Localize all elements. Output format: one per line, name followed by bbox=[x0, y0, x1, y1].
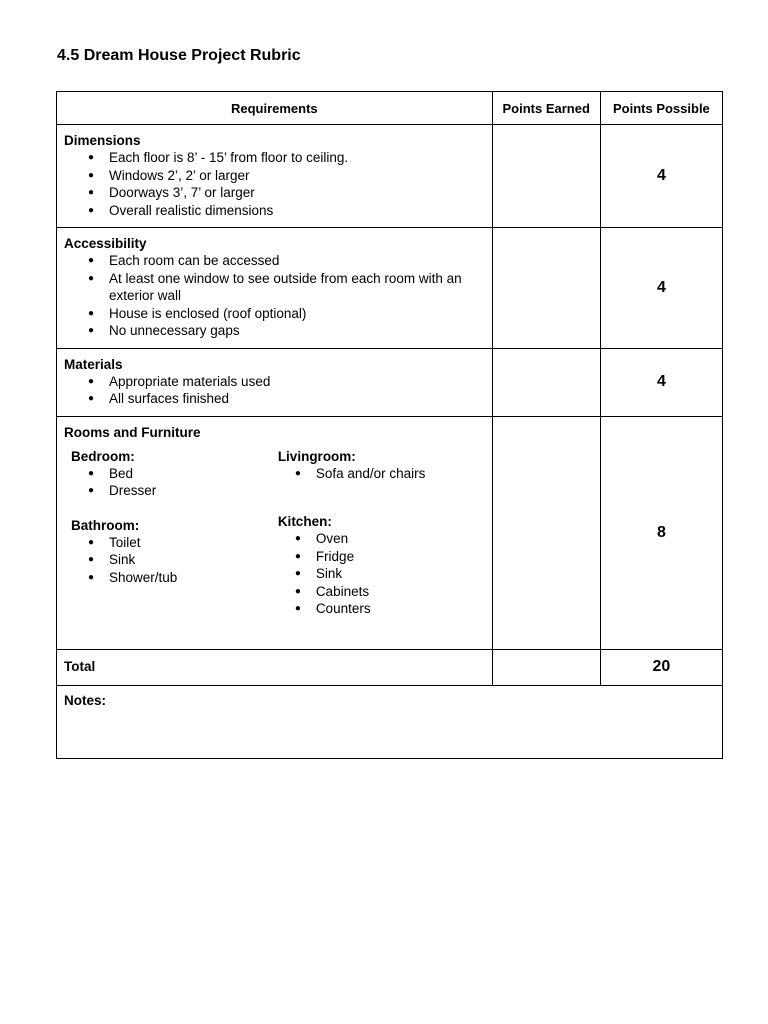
rooms-points-earned[interactable] bbox=[492, 416, 600, 649]
list-item: ● Toilet bbox=[71, 534, 278, 552]
list-item: ● Each room can be accessed bbox=[64, 252, 485, 270]
accessibility-requirements bbox=[57, 228, 493, 349]
notes-label: Notes: bbox=[64, 692, 107, 708]
materials-points-possible: 4 bbox=[600, 348, 722, 416]
accessibility-points-possible: 4 bbox=[600, 228, 722, 349]
rubric-table bbox=[56, 91, 723, 759]
page-title: 4.5 Dream House Project Rubric bbox=[57, 47, 301, 64]
section-title: Materials bbox=[64, 356, 123, 372]
section-title: Dimensions bbox=[64, 133, 141, 148]
total-points-earned[interactable] bbox=[492, 649, 600, 685]
total-label: Total bbox=[57, 649, 493, 685]
accessibility-row bbox=[57, 228, 723, 349]
rooms-left-column bbox=[71, 448, 278, 635]
list-item: ● Sink bbox=[278, 565, 485, 583]
header-row bbox=[57, 92, 723, 125]
list-item: ● Bed bbox=[71, 465, 278, 483]
list-item: ● Sink bbox=[71, 551, 278, 569]
dimensions-points-possible: 4 bbox=[600, 125, 722, 228]
materials-requirements bbox=[57, 348, 493, 416]
list-item: ● Oven bbox=[278, 530, 485, 548]
list-item: ● Counters bbox=[278, 600, 485, 618]
rooms-requirements bbox=[57, 416, 493, 649]
points-possible-header: Points Possible bbox=[600, 92, 722, 125]
list-item: ● Sofa and/or chairs bbox=[278, 465, 485, 483]
list-item: ● Dresser bbox=[71, 482, 278, 500]
total-row bbox=[57, 649, 723, 685]
dimensions-row bbox=[57, 125, 723, 228]
room-title: Bathroom: bbox=[71, 517, 140, 533]
rooms-row bbox=[57, 416, 723, 649]
list-item: ● House is enclosed (roof optional) bbox=[64, 305, 485, 323]
rooms-points-possible: 8 bbox=[600, 416, 722, 649]
kitchen-list bbox=[278, 530, 485, 618]
dimensions-list bbox=[64, 149, 485, 219]
list-item: ● Appropriate materials used bbox=[64, 373, 485, 391]
room-title: Kitchen: bbox=[277, 514, 332, 529]
notes-row bbox=[57, 685, 723, 758]
room-title: Livingroom: bbox=[277, 448, 356, 464]
list-item: ● Each floor is 8’ - 15’ from floor to ceiling. bbox=[64, 149, 485, 167]
accessibility-points-earned[interactable] bbox=[492, 228, 600, 349]
dimensions-requirements bbox=[57, 125, 493, 228]
materials-points-earned[interactable] bbox=[492, 348, 600, 416]
list-item: ● Doorways 3’, 7’ or larger bbox=[64, 184, 485, 202]
points-earned-header: Points Earned bbox=[492, 92, 600, 125]
section-title: Accessibility bbox=[64, 236, 147, 251]
list-item: ● All surfaces finished bbox=[64, 390, 485, 408]
room-title: Bedroom: bbox=[71, 448, 135, 464]
list-item: ● Overall realistic dimensions bbox=[64, 202, 485, 220]
list-item: ● Windows 2’, 2’ or larger bbox=[64, 167, 485, 185]
materials-list bbox=[64, 373, 485, 408]
total-points-possible: 20 bbox=[600, 649, 722, 685]
list-item: ● At least one window to see outside from each room with an exterior wall bbox=[64, 270, 485, 305]
livingroom-list bbox=[278, 465, 485, 483]
livingroom-block bbox=[278, 448, 485, 483]
bedroom-block bbox=[71, 448, 278, 500]
section-title: Rooms and Furniture bbox=[64, 424, 201, 440]
bedroom-list bbox=[71, 465, 278, 500]
bathroom-list bbox=[71, 534, 278, 587]
accessibility-list bbox=[64, 252, 485, 340]
list-item: ● Shower/tub bbox=[71, 569, 278, 587]
requirements-header: Requirements bbox=[57, 92, 493, 125]
notes-cell[interactable] bbox=[57, 685, 723, 758]
rooms-right-column bbox=[278, 448, 485, 635]
kitchen-block bbox=[278, 513, 485, 618]
rooms-grid bbox=[64, 448, 485, 635]
bathroom-block bbox=[71, 517, 278, 587]
list-item: ● No unnecessary gaps bbox=[64, 322, 485, 340]
dimensions-points-earned[interactable] bbox=[492, 125, 600, 228]
materials-row bbox=[57, 348, 723, 416]
list-item: ● Fridge bbox=[278, 548, 485, 566]
list-item: ● Cabinets bbox=[278, 583, 485, 601]
